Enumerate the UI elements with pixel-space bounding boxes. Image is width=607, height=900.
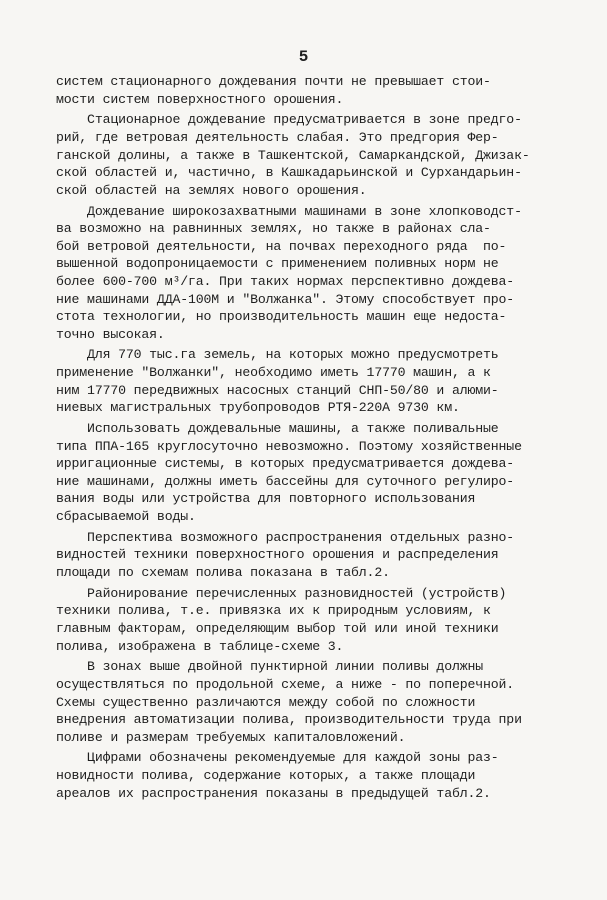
text-line: бой ветровой деятельности, на почвах переходного ряда по- [56, 238, 507, 254]
paragraph [56, 585, 586, 655]
text-line: главным факторам, определяющим выбор той или иной техники [56, 620, 499, 636]
text-line: типа ППА-165 круглосуточно невозможно. Поэтому хозяйственные [56, 438, 522, 454]
text-line: рий, где ветровая деятельность слабая. Это предгория Фер- [56, 129, 499, 145]
text-line: систем стационарного дождевания почти не превышает стои- [56, 74, 491, 89]
text-line: площади по схемам полива показана в табл.2. [56, 564, 390, 580]
text-line: Дождевание широкозахватными машинами в зоне хлопководст- [56, 203, 522, 219]
text-line: Схемы существенно различаются между собой по сложности [56, 694, 476, 710]
text-line: ской областей на землях нового орошения. [56, 182, 367, 198]
body-text [56, 73, 586, 802]
text-line: В зонах выше двойной пунктирной линии поливы должны [56, 659, 484, 675]
text-line: внедрения автоматизации полива, производительности труда при [56, 712, 522, 728]
text-line: Перспектива возможного распространения отдельных разно- [56, 529, 515, 545]
text-line: сбрасываемой воды. [56, 509, 196, 524]
text-line: применение "Волжанки", необходимо иметь 17770 машин, а к [56, 365, 491, 381]
text-line: более 600-700 м³/га. При таких нормах перспективно дождева- [56, 273, 515, 289]
paragraph [56, 529, 586, 582]
text-line: ние машинами, должны иметь бассейны для суточного регулиро- [56, 473, 515, 489]
text-line: ниевых магистральных трубопроводов РТЯ-220А 9730 км. [56, 400, 460, 416]
text-line: ганской долины, а также в Ташкентской, Самаркандской, Джизак- [56, 147, 530, 163]
paragraph [56, 346, 586, 416]
text-line: Цифрами обозначены рекомендуемые для каждой зоны раз- [56, 750, 499, 766]
text-line: Использовать дождевальные машины, а также поливальные [56, 421, 499, 437]
paragraph [56, 749, 586, 802]
paragraph [56, 73, 586, 108]
paragraph [56, 420, 586, 526]
text-line: техники полива, т.е. привязка их к природным условиям, к [56, 603, 491, 619]
text-line: видностей техники поверхностного орошения и распределения [56, 547, 499, 563]
text-line: мости систем поверхностного орошения. [56, 91, 344, 107]
text-line: вания воды или устройства для повторного использования [56, 491, 476, 507]
text-line: полива, изображена в таблице-схеме 3. [56, 638, 344, 654]
text-line: ним 17770 передвижных насосных станций СНП-50/80 и алюми- [56, 382, 499, 398]
text-line: осуществляться по продольной схеме, а ниже - по поперечной. [56, 676, 515, 692]
paragraph [56, 111, 586, 199]
text-line: Для 770 тыс.га земель, на которых можно предусмотреть [56, 347, 499, 363]
text-line: ние машинами ДДА-100М и "Волжанка". Этому способствует про- [56, 291, 515, 307]
text-line: вышенной водопроницаемости с применением поливных норм не [56, 256, 499, 272]
text-line: Районирование перечисленных разновидностей (устройств) [56, 585, 507, 601]
text-line: ва возможно на равнинных землях, но также в районах сла- [56, 221, 491, 237]
text-line: ирригационные системы, в которых предусматривается дождева- [56, 456, 515, 472]
page-number: 5 [298, 48, 309, 66]
text-line: Стационарное дождевание предусматривается в зоне предго- [56, 112, 522, 128]
text-line: новидности полива, содержание которых, а также площади [56, 768, 476, 784]
text-line: ареалов их распространения показаны в предыдущей табл.2. [56, 785, 491, 801]
text-line: точно высокая. [56, 326, 165, 342]
text-line: поливе и размерам требуемых капиталовложений. [56, 729, 406, 745]
paragraph [56, 658, 586, 746]
paragraph [56, 203, 586, 344]
text-line: ской областей и, частично, в Кашкадарьинской и Сурхандарьин- [56, 165, 522, 181]
text-line: стота технологии, но производительность машин еще недоста- [56, 309, 507, 325]
